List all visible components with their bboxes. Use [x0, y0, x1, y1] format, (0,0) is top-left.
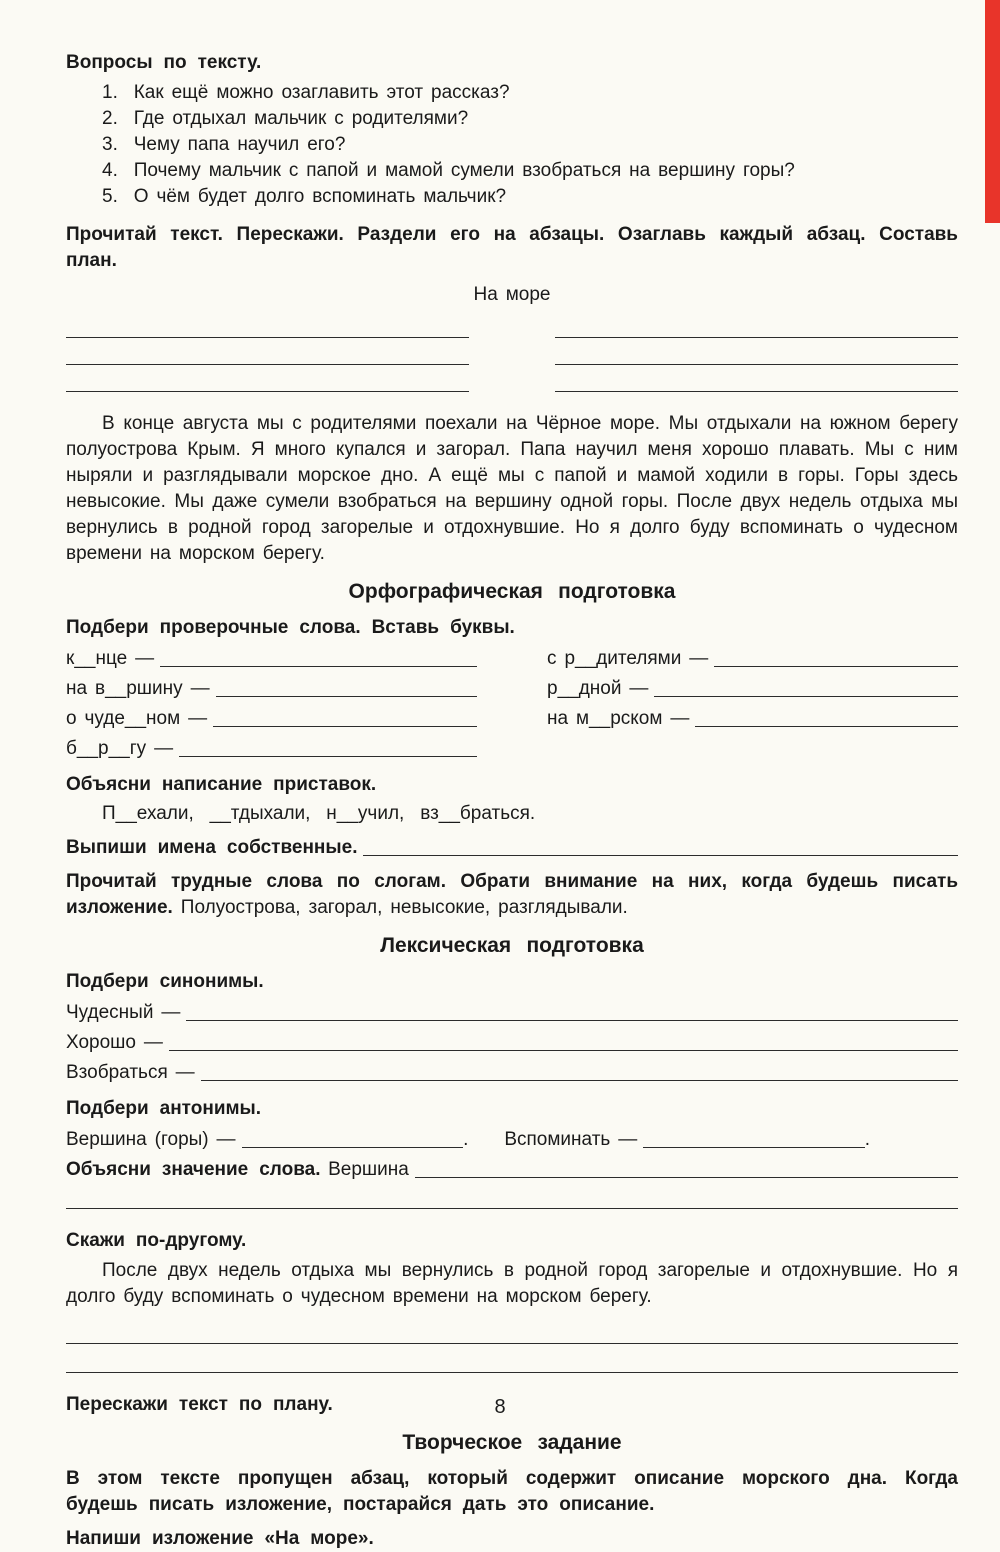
fill-label: на в__ршину — — [66, 678, 210, 699]
write-line — [357, 833, 958, 863]
story-text: В конце августа мы с родителями поехали на Чёрное море. Мы отдыхали на южном берегу полуострова Крым. Я много купался и загорал. Папа научил меня хорошо плавать. Мы с ним ныряли и разглядывали морское дно. А ещё мы с папой и мамой ходили в горы. Горы здесь невысокие. Мы даже сумели взобраться на вершину одной горы. После двух недель отдыха мы вернулись в родной город загорелые и отдохнувшие. Но я долго буду вспоминать о чудесном времени на морском берегу. — [66, 413, 958, 564]
write-line — [708, 644, 958, 674]
antonyms-row — [66, 1125, 958, 1155]
questions-heading: Вопросы по тексту. — [66, 52, 262, 73]
write-line — [236, 1125, 464, 1155]
synonym-label: Хорошо — — [66, 1032, 163, 1053]
question-item: 3. Чему папа научил его? — [102, 134, 346, 155]
question-item: 4. Почему мальчик с папой и мамой сумели взобраться на вершину горы? — [102, 160, 795, 181]
write-line — [180, 998, 958, 1028]
meaning-task: Объясни значение слова. — [66, 1159, 321, 1180]
fill-row — [66, 644, 477, 674]
synonym-label: Взобраться — — [66, 1062, 195, 1083]
proper-nouns-row — [66, 833, 958, 863]
write-line — [66, 1320, 958, 1349]
story-title: На море — [473, 284, 551, 305]
write-line — [173, 734, 477, 764]
antonym-suffix: . — [864, 1129, 871, 1150]
fill-row — [547, 644, 958, 674]
write-line — [555, 316, 958, 343]
antonym-label: Вершина (горы) — — [66, 1129, 236, 1150]
right-margin-gap — [870, 1125, 958, 1155]
fill-label: р__дной — — [547, 678, 649, 699]
write-line — [66, 316, 469, 343]
lexical-heading: Лексическая подготовка — [380, 934, 644, 957]
creative-text: В этом тексте пропущен абзац, который содержит описание морского дна. Когда будешь писать изложение, постарайся дать это описание. — [66, 1468, 958, 1515]
retell-instruction: Прочитай текст. Перескажи. Раздели его на абзацы. Озаглавь каждый абзац. Составь план. — [66, 224, 958, 271]
fill-row — [547, 704, 958, 734]
plan-column-left — [66, 316, 469, 397]
paraphrase-write-area — [66, 1320, 958, 1378]
questions-list — [66, 80, 958, 210]
check-words-right — [547, 644, 958, 764]
hard-words-task: Прочитай трудные слова по слогам. Обрати внимание на них, когда будешь писать изложение. — [66, 871, 958, 918]
write-line — [689, 704, 958, 734]
write-line — [409, 1155, 958, 1185]
prefixes-task: Объясни написание приставок. — [66, 774, 377, 795]
synonym-row — [66, 1058, 958, 1088]
antonym-label: Вспоминать — — [504, 1129, 638, 1150]
meaning-word: Вершина — [328, 1159, 409, 1180]
write-line — [195, 1058, 958, 1088]
write-line — [555, 370, 958, 397]
proper-nouns-task: Выпиши имена собственные. — [66, 837, 358, 858]
hard-words-list: Полуострова, загорал, невысокие, разглядывали. — [180, 897, 628, 918]
plan-column-right — [555, 316, 958, 397]
fill-label: о чуде__ном — — [66, 708, 208, 729]
write-line — [66, 1185, 958, 1214]
check-words-grid — [66, 644, 958, 764]
write-line — [163, 1028, 958, 1058]
word-meaning-row — [66, 1155, 958, 1185]
write-line — [154, 644, 477, 674]
fill-row — [66, 734, 477, 764]
write-line — [648, 674, 958, 704]
paraphrase-text: После двух недель отдыха мы вернулись в родной город загорелые и отдохнувшие. Но я долго буду вспоминать о чудесном времени на морском берегу. — [66, 1260, 958, 1307]
fill-row — [547, 674, 958, 704]
write-line — [66, 370, 469, 397]
retell-plan-task: Перескажи текст по плану. — [66, 1394, 333, 1415]
synonym-label: Чудесный — — [66, 1002, 181, 1023]
write-line — [210, 674, 477, 704]
antonym-suffix: . — [463, 1129, 469, 1150]
fill-label: к__нце — — [66, 648, 155, 669]
write-line — [207, 704, 477, 734]
fill-label: на м__рском — — [547, 708, 690, 729]
creative-heading: Творческое задание — [402, 1431, 622, 1454]
fill-label: с р__дителями — — [547, 648, 709, 669]
synonym-row — [66, 1028, 958, 1058]
check-words-left — [66, 644, 477, 764]
check-words-task: Подбери проверочные слова. Вставь буквы. — [66, 617, 515, 638]
synonym-row — [66, 998, 958, 1028]
question-item: 5. О чём будет долго вспоминать мальчик? — [102, 186, 507, 207]
synonyms-task: Подбери синонимы. — [66, 971, 264, 992]
write-line — [555, 343, 958, 370]
write-line — [637, 1125, 865, 1155]
fill-row — [66, 674, 477, 704]
question-item: 1. Как ещё можно озаглавить этот рассказ? — [102, 82, 510, 103]
orthography-heading: Орфографическая подготовка — [348, 580, 676, 603]
paraphrase-heading: Скажи по-другому. — [66, 1230, 247, 1251]
question-item: 2. Где отдыхал мальчик с родителями? — [102, 108, 469, 129]
plan-write-area — [66, 316, 958, 397]
final-task: Напиши изложение «На море». — [66, 1528, 374, 1549]
column-gap — [468, 1125, 504, 1155]
write-line — [66, 1349, 958, 1378]
page-number: 8 — [494, 1396, 506, 1418]
page-edge-red-stripe — [985, 0, 1000, 223]
write-line — [66, 343, 469, 370]
antonyms-task: Подбери антонимы. — [66, 1098, 262, 1119]
hard-words-paragraph — [66, 869, 958, 921]
prefixes-words: П__ехали, __тдыхали, н__учил, вз__браться. — [102, 803, 536, 824]
fill-label: б__р__гу — — [66, 738, 174, 759]
fill-row — [66, 704, 477, 734]
